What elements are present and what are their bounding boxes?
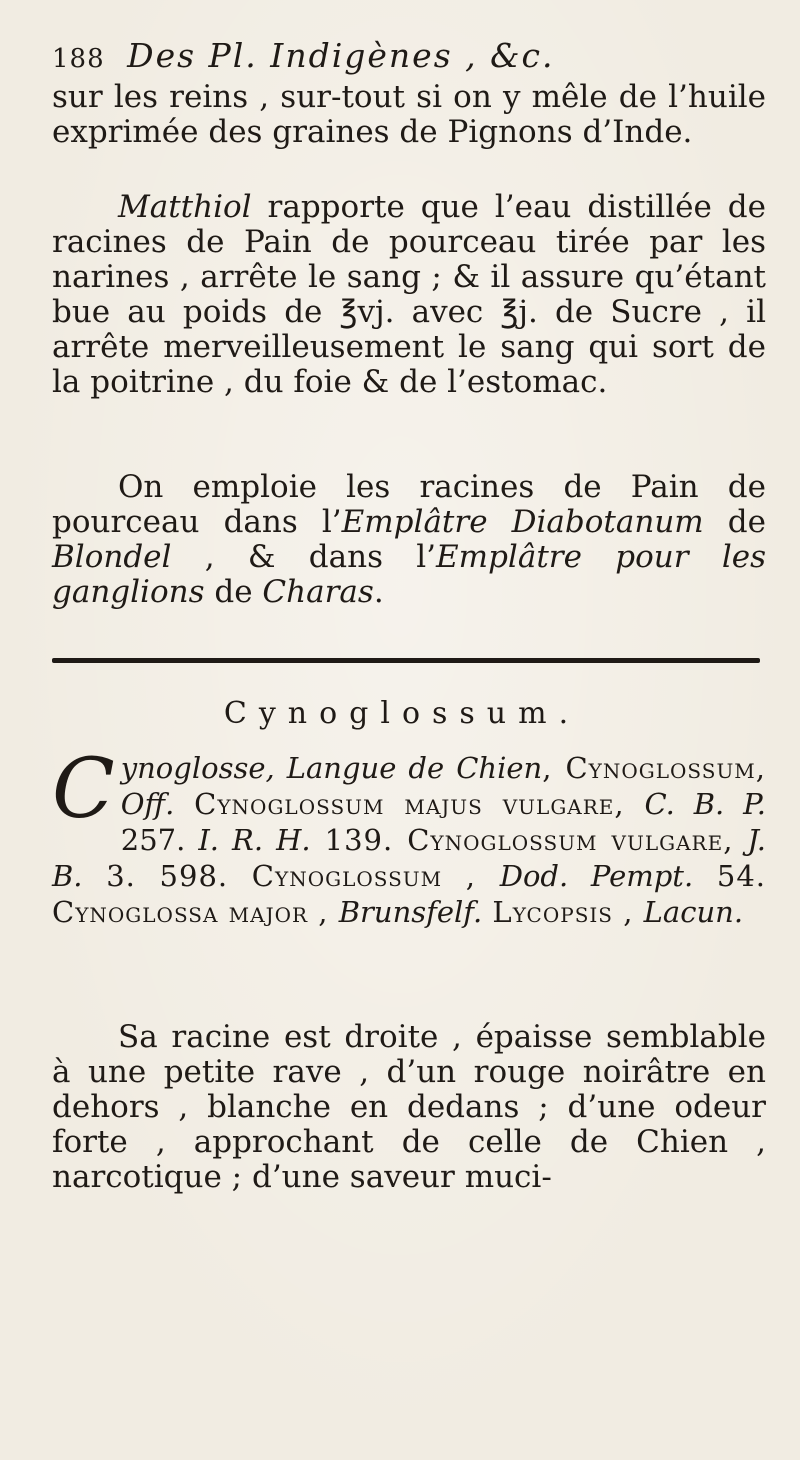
italic-run: Emplâtre Diabotanum [341,504,704,540]
italic-run: Brunsfelf. [338,895,483,929]
smallcaps-run: 54. Cynoglossa major , [52,859,766,929]
smallcaps-run: , Cynoglossum, [542,751,766,785]
italic-run: J. B. [52,823,767,893]
text-run: , & dans l’ [171,539,437,575]
italic-run: Lacun. [643,895,744,929]
paragraph-uses [52,470,766,610]
smallcaps-run: 139. Cynoglossum vulgare, [310,823,748,857]
section-divider [52,658,760,663]
paragraph-text: sur les reins , sur-tout si on y mêle de l’huile exprimée des graines de Pignons d’Inde. [52,79,766,150]
paragraph-text: rapporte que l’eau distillée de racines de Pain de pourceau tirée par les narines , arrête le sang ; & il assure qu’étant bue au poids de ℥vj. avec ℥j. de Sucre , il arrête merveilleusement le sang qui sort de la poitrine , du foie & de l’estomac. [52,189,766,400]
text-run: On emploie les racines de Pain de pourceau dans l’ [52,469,766,540]
running-title: Des Pl. Indigènes , &c. [127,36,555,75]
italic-run: I. R. H. [198,823,311,857]
italic-run: Blondel [52,539,172,575]
paragraph-matthiol [52,190,766,400]
page-number: 188 [52,44,105,74]
paragraph-text: Sa racine est droite , épaisse semblable à une petite rave , d’un rouge noirâtre en dehors , blanche en dedans ; d’une odeur forte , approchant de celle de Chien , narcotique ; d’une saveur muci- [52,1019,766,1195]
author-name: Matthiol [118,189,252,225]
italic-run: Charas [262,574,374,610]
text-run: 257. [120,823,199,857]
italic-run: Emplâtre pour les ganglions [52,539,766,610]
paragraph-root-description [52,1020,766,1195]
italic-run: Off. [120,787,175,821]
text-run: . [373,574,384,610]
page-header [52,36,752,79]
paragraph-continuation [52,80,766,150]
synonymy-paragraph [52,742,767,930]
smallcaps-run: Cynoglossum majus vulgare, [174,787,645,821]
italic-run: ynoglosse, Langue de Chien [120,751,543,785]
smallcaps-run: Lycopsis , [482,895,644,929]
italic-run: C. B. P. [644,787,767,821]
smallcaps-run: 3. 598. Cynoglossum , [82,859,500,893]
text-run: de [703,504,766,540]
text-run: de [204,574,263,610]
italic-run: Dod. Pempt. [499,859,694,893]
drop-cap: C [52,742,115,837]
section-title: Cynoglossum. [223,696,581,731]
